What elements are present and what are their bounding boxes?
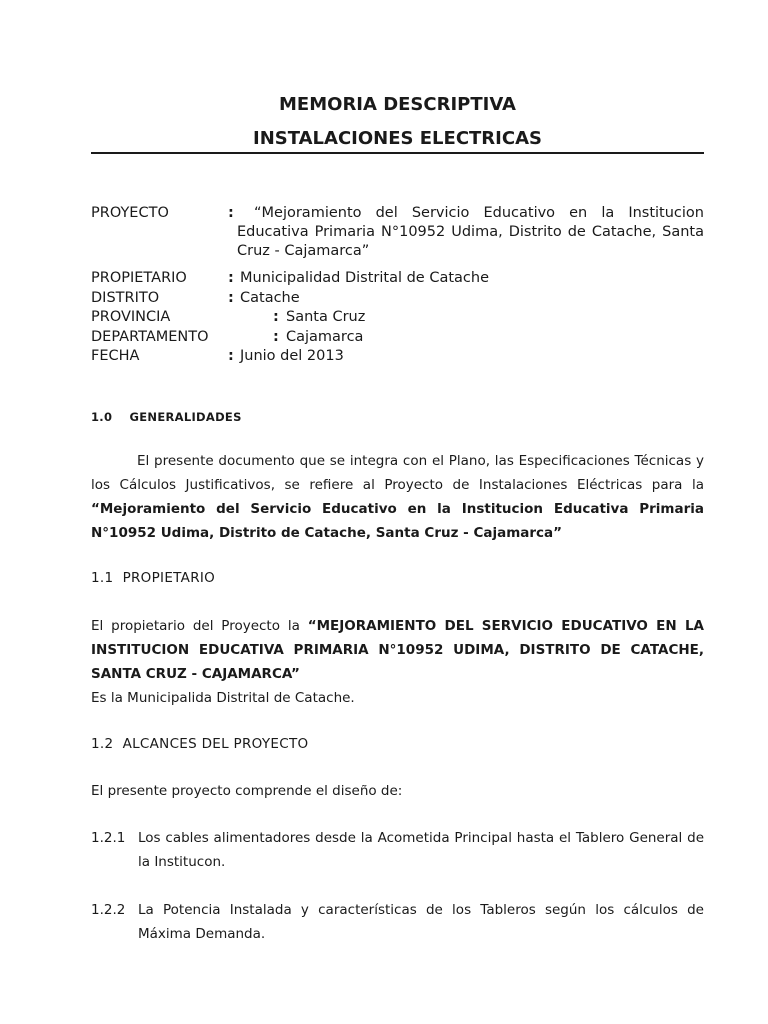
info-row-departamento <box>91 328 704 348</box>
section-title: GENERALIDADES <box>129 410 242 424</box>
title-divider <box>91 152 704 154</box>
departamento-colon: : <box>273 328 279 345</box>
fecha-colon: : <box>228 348 234 364</box>
list-item-text: Los cables alimentadores desde la Acometida Principal hasta el Tablero General de la Institucon. <box>138 830 704 870</box>
generalidades-project-name: “Mejoramiento del Servicio Educativo en la Institucion Educativa Primaria N°10952 Udima, Distrito de Catache, Santa Cruz - Cajamarca” <box>91 501 704 541</box>
section-title: PROPIETARIO <box>122 570 216 586</box>
proyecto-label: PROYECTO <box>91 205 169 221</box>
info-row-propietario <box>91 269 704 289</box>
info-row-fecha <box>91 347 704 367</box>
paragraph-alcances-intro: El presente proyecto comprende el diseño de: <box>91 783 403 799</box>
document-title: MEMORIA DESCRIPTIVA <box>279 94 516 115</box>
section-number: 1.2 <box>91 736 114 752</box>
propietario-colon: : <box>228 270 234 286</box>
propietario-owner-text: Es la Municipalida Distrital de Catache. <box>91 690 355 706</box>
section-title: ALCANCES DEL PROYECTO <box>122 736 309 752</box>
fecha-value: Junio del 2013 <box>240 348 344 364</box>
document-page <box>91 0 704 1024</box>
propietario-project-name: “MEJORAMIENTO DEL SERVICIO EDUCATIVO EN LA INSTITUCION EDUCATIVA PRIMARIA N°10952 UDIMA, DISTRITO DE CATACHE, SANTA CRUZ - CAJAMARCA” <box>91 618 704 682</box>
departamento-label: DEPARTAMENTO <box>91 328 209 345</box>
list-item-number: 1.2.2 <box>91 902 126 918</box>
propietario-label: PROPIETARIO <box>91 270 187 286</box>
propietario-value: Municipalidad Distrital de Catache <box>240 270 489 286</box>
section-number: 1.0 <box>91 410 113 424</box>
section-heading-propietario <box>91 570 215 586</box>
provincia-colon: : <box>273 309 279 325</box>
paragraph-generalidades <box>91 449 704 545</box>
list-item-text: La Potencia Instalada y características de los Tableros según los cálculos de Máxima Demanda. <box>138 902 704 942</box>
paragraph-propietario <box>91 614 704 710</box>
info-table <box>91 269 704 367</box>
distrito-label: DISTRITO <box>91 289 160 306</box>
proyecto-colon: : <box>228 205 234 221</box>
provincia-value: Santa Cruz <box>286 309 366 325</box>
provincia-label: PROVINCIA <box>91 309 171 325</box>
info-row-distrito <box>91 289 704 309</box>
section-number: 1.1 <box>91 570 114 586</box>
distrito-colon: : <box>228 289 234 306</box>
generalidades-text: El presente documento que se integra con el Plano, las Especificaciones Técnicas y los Cálculos Justificativos, se refiere al Proyecto de Instalaciones Eléctricas para la <box>91 453 704 493</box>
list-item-number: 1.2.1 <box>91 830 126 846</box>
section-heading-generalidades <box>91 410 242 424</box>
info-row-provincia <box>91 308 704 328</box>
fecha-label: FECHA <box>91 348 140 364</box>
document-subtitle: INSTALACIONES ELECTRICAS <box>253 128 542 149</box>
propietario-text: El propietario del Proyecto la <box>91 618 308 634</box>
departamento-value: Cajamarca <box>286 328 364 345</box>
proyecto-value: “Mejoramiento del Servicio Educativo en la Institucion Educativa Primaria N°10952 Udima, Distrito de Catache, Santa Cruz - Cajamarca” <box>237 205 704 259</box>
section-heading-alcances <box>91 736 308 752</box>
distrito-value: Catache <box>240 289 300 306</box>
